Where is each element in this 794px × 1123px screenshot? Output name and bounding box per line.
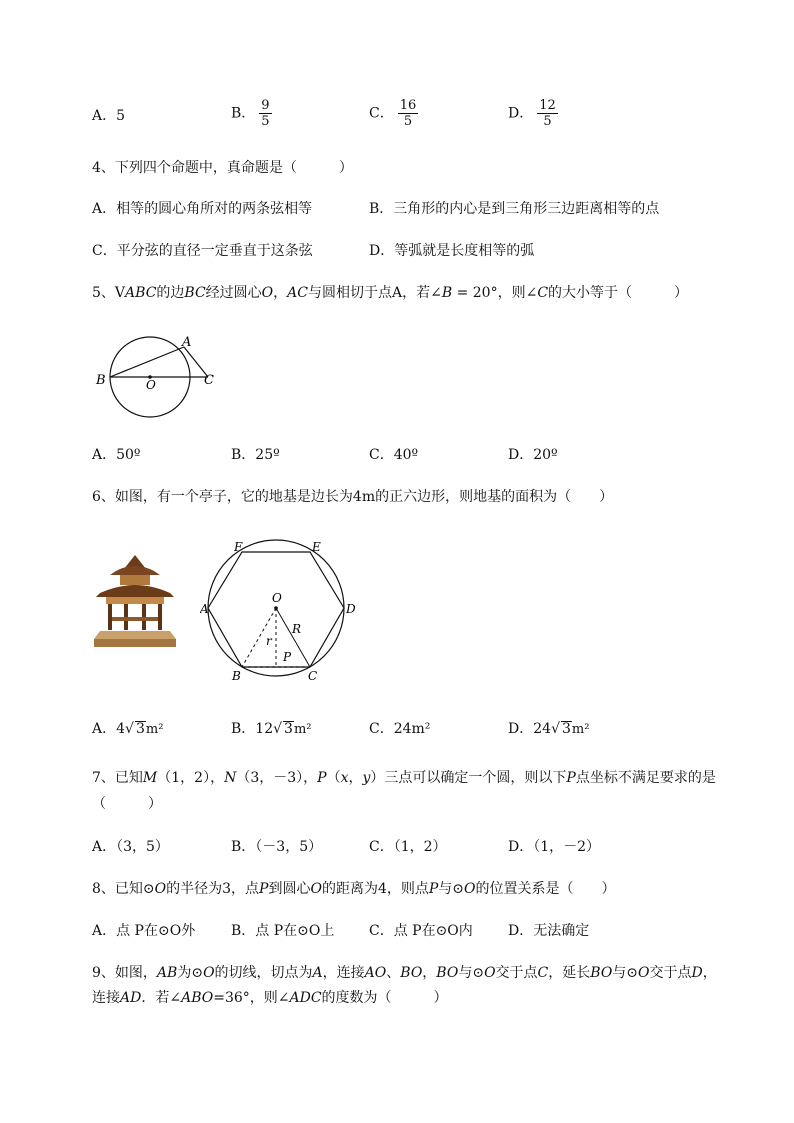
stem-text: 的度数为（ ） (321, 990, 448, 1006)
math-var: P (428, 881, 439, 897)
option-label: B． (231, 721, 256, 737)
label-c: C (204, 373, 214, 388)
denominator: 5 (543, 114, 552, 129)
stem-text: ， (702, 965, 717, 981)
q9-stem-line1 (92, 963, 717, 983)
q8-option-a: A．点 P在⊙O外 (92, 923, 196, 939)
railing (112, 617, 158, 621)
q8-option-d: D．无法确定 (508, 923, 590, 939)
pillar (108, 604, 112, 630)
coefficient: 24 (533, 721, 552, 737)
stem-text: 的切线，切点为 (214, 965, 313, 981)
stem-text: （ (326, 770, 341, 786)
math-var: O (203, 965, 215, 981)
math-var: O (464, 881, 476, 897)
label-b: B (232, 669, 241, 683)
label-e: E (312, 540, 321, 554)
stem-text: ， (273, 285, 288, 301)
q4-option-c: C．平分弦的直径一定垂直于这条弦 (92, 243, 313, 259)
q6-option-a: A．4√ 3m² (92, 721, 164, 737)
q9-stem-line2 (92, 988, 448, 1008)
radicand: 3 (284, 721, 293, 737)
label-f: F (234, 540, 243, 554)
q6-option-d: D．24√ 3m² (508, 721, 590, 737)
q3-option-c (369, 98, 418, 129)
option-label: B． (231, 105, 256, 122)
stem-text: 、 (386, 965, 401, 981)
q5-option-c: C．40º (369, 447, 419, 463)
option-label: A． (92, 108, 117, 124)
label-o: O (272, 591, 282, 605)
label-d: D (346, 602, 356, 616)
q7-option-a: A．（3，5） (92, 839, 169, 855)
stem-text: =36°，则∠ (213, 990, 290, 1006)
q4-option-a: A．相等的圆心角所对的两条弦相等 (92, 201, 313, 217)
math-var: ABC (125, 285, 157, 301)
numerator: 16 (399, 98, 417, 113)
stem-text: ）三点可以确定一个圆，则以下 (370, 770, 567, 786)
q6-option-b: B．12√ 3m² (231, 721, 312, 737)
q7-option-b: B．（－3，5） (231, 839, 323, 855)
math-var: A (312, 965, 323, 981)
option-label: D． (508, 105, 534, 122)
math-var: C (537, 285, 549, 301)
stem-text: 与⊙ (458, 965, 485, 981)
stem-text: 的边 (156, 285, 185, 301)
stem-text: 连接 (92, 990, 120, 1006)
pavilion-image (94, 553, 176, 649)
fraction (259, 98, 271, 129)
radicand: 3 (135, 721, 145, 737)
q7-stem (92, 768, 716, 788)
label-p: P (283, 650, 292, 664)
stem-text: 与⊙ (612, 965, 639, 981)
roof-lower (96, 585, 174, 597)
segment-oc (276, 608, 310, 667)
stem-text: 经过圆心 (205, 285, 262, 301)
stem-text: ，连接 (322, 965, 365, 981)
coefficient: 4 (116, 721, 126, 737)
math-var: D (691, 965, 703, 981)
q5-stem (92, 283, 688, 303)
math-var: M (142, 770, 158, 786)
coefficient: 12 (255, 721, 274, 737)
stem-text: 与⊙ (438, 881, 465, 897)
label-a: A (200, 602, 209, 616)
q3-option-b (231, 98, 272, 129)
math-var: BC (184, 285, 206, 301)
math-var: AC (287, 285, 308, 301)
math-var: y (362, 770, 371, 786)
stem-text: = 20°，则∠ (452, 285, 538, 301)
math-var: O (484, 965, 496, 981)
q5-option-b: B．25º (231, 447, 280, 463)
fraction (398, 98, 419, 129)
math-var: AB (156, 965, 178, 981)
numerator: 9 (261, 98, 270, 113)
label-r-upper: R (292, 622, 302, 636)
math-var: P (259, 881, 269, 897)
q6-option-c (369, 719, 430, 739)
q8-option-c: C．点 P在⊙O内 (369, 923, 473, 939)
stem-text: ，延长 (548, 965, 591, 981)
label-b: B (96, 373, 106, 388)
q7-option-d: D．（1，－2） (508, 839, 601, 855)
stem-text: 点坐标不满足要求的是 (575, 770, 716, 786)
math-var: O (261, 285, 274, 301)
math-var: O (154, 881, 167, 897)
label-c: C (308, 669, 318, 683)
center-point (274, 606, 278, 610)
stem-text: 9、如图， (92, 965, 157, 981)
option-label: C． (369, 721, 394, 737)
stem-text: 8、已知⊙ (92, 881, 155, 897)
label-o: O (146, 378, 156, 392)
math-var: P (566, 770, 576, 786)
math-var: O (310, 881, 322, 897)
stem-text: 与圆相切于点A，若∠ (307, 285, 442, 301)
q8-option-b: B．点 P在⊙O上 (231, 923, 335, 939)
math-var: ADC (289, 990, 322, 1006)
stem-text: 5、V (92, 285, 126, 301)
stem-text: ， (348, 770, 363, 786)
stem-text: 的大小等于（ ） (548, 285, 689, 301)
denominator: 5 (403, 114, 413, 129)
math-var: ABO (181, 990, 214, 1006)
stem-text: 的距离为4，则点 (321, 881, 429, 897)
label-r-lower: r (266, 634, 272, 648)
stem-text: ， (422, 965, 437, 981)
math-var: BO (400, 965, 423, 981)
upper-wall (120, 575, 150, 585)
pillar (158, 604, 162, 630)
stem-text: 的位置关系是（ ） (475, 881, 616, 897)
base-top (94, 631, 176, 639)
q5-circle-diagram (90, 325, 230, 425)
stem-text: （3，－3）， (236, 770, 318, 786)
fraction (537, 98, 558, 129)
stem-text: （1，2）， (157, 770, 225, 786)
stem-text: 交于点 (649, 965, 692, 981)
math-var: C (537, 965, 549, 981)
stem-text: ．若∠ (141, 990, 182, 1006)
label-a: A (182, 335, 192, 350)
math-var: AD (120, 990, 142, 1006)
segment-ba (110, 347, 184, 377)
stem-text: 为⊙ (177, 965, 204, 981)
unit: m² (145, 722, 164, 737)
unit: m² (293, 722, 312, 737)
option-value: 5 (116, 108, 126, 124)
math-var: P (317, 770, 327, 786)
stem-text: 的半径为3，点 (166, 881, 260, 897)
q4-option-b: B．三角形的内心是到三角形三边距离相等的点 (369, 201, 660, 217)
q7-option-c: C．（1，2） (369, 839, 447, 855)
q7-answer-blank: （ ） (92, 796, 162, 812)
numerator: 12 (539, 98, 556, 113)
q3-option-d (508, 98, 558, 129)
option-label: C． (369, 105, 394, 122)
q4-option-d: D．等弧就是长度相等的弧 (369, 243, 535, 259)
q5-option-a: A．50º (92, 447, 141, 463)
stem-text: 到圆心 (268, 881, 311, 897)
unit: m² (571, 722, 590, 737)
option-value: 24m² (393, 721, 431, 737)
q5-option-d: D．20º (508, 447, 558, 463)
option-label: A． (92, 721, 117, 737)
q8-stem (92, 879, 616, 899)
option-label: D． (508, 721, 534, 737)
math-var: BO (436, 965, 459, 981)
stem-text: 交于点 (495, 965, 538, 981)
q3-option-a (92, 106, 125, 126)
q6-stem: 6、如图，有一个亭子，它的地基是边长为4m的正六边形，则地基的面积为（ ） (92, 489, 614, 505)
q4-stem: 4、下列四个命题中，真命题是（ ） (92, 160, 353, 176)
roof-upper (110, 566, 160, 575)
radicand: 3 (561, 721, 571, 737)
math-var: x (340, 770, 349, 786)
beam (106, 597, 164, 604)
math-var: B (441, 285, 453, 301)
q6-hexagon-diagram (200, 535, 360, 685)
math-var: BO (590, 965, 613, 981)
base-side (94, 639, 176, 647)
math-var: N (224, 770, 237, 786)
math-var: AO (364, 965, 387, 981)
stem-text: 7、已知 (92, 770, 143, 786)
math-var: O (638, 965, 650, 981)
denominator: 5 (261, 114, 270, 129)
